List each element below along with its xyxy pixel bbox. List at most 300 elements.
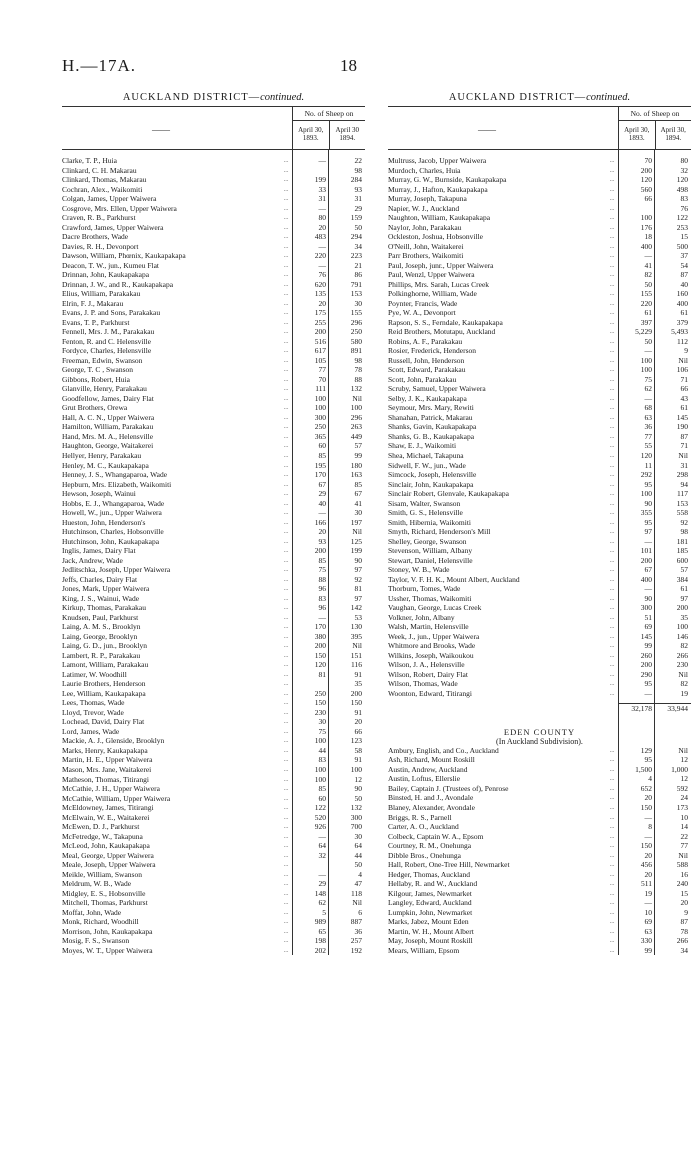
sheep-1893: 198 [314, 936, 326, 946]
owner-name: Henley, M. C., Kaukapakapa [62, 460, 149, 470]
owner-name: Dacre Brothers, Wade [62, 232, 129, 242]
table-row: Moyes, W. T., Upper Waiwera ... 202 192 [62, 946, 365, 956]
owner-name: Mackie, A. J., Glenside, Brooklyn [62, 736, 165, 746]
sheep-1894: 100 [350, 403, 362, 413]
table-row: McLeod, John, Kaukapakapa ... 64 64 [62, 841, 365, 851]
sheep-1894: 71 [680, 441, 688, 451]
section-title-suffix: continued. [260, 92, 305, 103]
owner-name: Scott, Edward, Parakakau [388, 365, 466, 375]
table-row: Davies, R. H., Devonport ... — 34 [62, 242, 365, 252]
sheep-1894: 35 [354, 679, 362, 689]
sheep-1893: — [318, 241, 326, 251]
sheep-1894: 57 [354, 441, 362, 451]
sheep-1894: 891 [350, 346, 362, 356]
owner-name: Clinkard, Thomas, Makarau [62, 175, 147, 185]
sheep-1894: 296 [350, 412, 362, 422]
sheep-1894: 77 [680, 841, 688, 851]
owner-name: Scruby, Samuel, Upper Waiwera [388, 384, 486, 394]
owner-name: Goodfellow, James, Dairy Flat [62, 393, 154, 403]
owner-name: Ussher, Thomas, Waikomiti [388, 593, 472, 603]
sheep-1894: 67 [354, 489, 362, 499]
sheep-1894: Nil [678, 745, 688, 755]
sheep-1893: 150 [640, 803, 652, 812]
sheep-1894: 90 [354, 784, 362, 794]
owner-name: Smith, G. S., Helensville [388, 508, 463, 518]
sheep-1893: 122 [314, 803, 326, 813]
sheep-1894: 580 [350, 336, 362, 346]
table-row: Stevenson, William, Albany ... 101 185 [388, 546, 691, 556]
sheep-1893: 129 [640, 745, 652, 755]
sheep-1894: 22 [354, 156, 362, 165]
sheep-1894: 87 [680, 917, 688, 927]
owner-name: Elius, William, Parakakau [62, 289, 141, 299]
owner-name: Rapson, S. S., Ferndale, Kaukapakapa [388, 317, 503, 327]
sheep-1894: 5,493 [671, 327, 688, 337]
table-row: Hewson, Joseph, Wainui ... 29 67 [62, 489, 365, 499]
sheep-1893: 29 [318, 879, 326, 889]
table-row: Inglis, James, Dairy Flat ... 200 199 [62, 546, 365, 556]
table-row: Meikle, William, Swanson ... — 4 [62, 870, 365, 880]
owner-name: Marks, Jabez, Mount Eden [388, 917, 469, 927]
sheep-1893: 20 [644, 869, 652, 879]
owner-name: Dawson, William, Phœnix, Kaukapakapa [62, 251, 186, 261]
sheep-1894: 151 [350, 650, 362, 660]
table-row: Martin, H. E., Upper Waiwera ... 83 91 [62, 755, 365, 765]
sheep-1894: 558 [676, 508, 688, 518]
sheep-1893: 100 [640, 213, 652, 223]
sheep-1894: 20 [354, 717, 362, 727]
sheep-1894: 132 [350, 803, 362, 813]
table-row: McElwain, W. E., Waitakerei ... 520 300 [62, 813, 365, 823]
sheep-1893: 166 [314, 517, 326, 527]
table-row: Craven, R. B., Parkhurst ... 80 159 [62, 213, 365, 223]
sheep-1894: 88 [354, 374, 362, 384]
sheep-1894: 32 [680, 165, 688, 175]
sheep-1894: Nil [352, 527, 362, 537]
table-row: Elrin, F. J., Makarau ... 20 30 [62, 299, 365, 309]
owner-name: Clarke, T. P., Huia [62, 156, 117, 165]
table-row: Moffat, John, Wade ... 5 6 [62, 908, 365, 918]
sheep-1893: 69 [644, 622, 652, 632]
sheep-1894: 125 [350, 536, 362, 546]
sheep-1893: 120 [640, 175, 652, 185]
owner-name: Hand, Mrs. M. A., Helensville [62, 431, 154, 441]
owner-name: Freeman, Edwin, Swanson [62, 355, 143, 365]
sheep-1893: 1,500 [635, 764, 652, 774]
table-row: McCathie, J. H., Upper Waiwera ... 85 90 [62, 784, 365, 794]
sheep-1893: 62 [644, 384, 652, 394]
owner-name: O'Neill, John, Waitakerei [388, 241, 464, 251]
table-row: Walsh, Martin, Helensville ... 69 100 [388, 622, 691, 632]
col-1894-header: April 30, 1894. [660, 126, 686, 142]
table-row: Laing, George, Brooklyn ... 380 395 [62, 632, 365, 642]
owner-name: Wilkins, Joseph, Waikoukou [388, 650, 474, 660]
owner-name: Lumpkin, John, Newmarket [388, 907, 473, 917]
table-row: Shanks, Gavin, Kaukapakapa ... 36 190 [388, 422, 691, 432]
sheep-1893: 30 [318, 717, 326, 727]
owner-name: Carter, A. O., Auckland [388, 822, 459, 832]
sheep-1894: 116 [351, 660, 362, 670]
sheep-count-group-label: No. of Sheep on [293, 107, 365, 121]
table-row: Scruby, Samuel, Upper Waiwera ... 62 66 [388, 384, 691, 394]
sheep-1893: 20 [318, 298, 326, 308]
owner-name: Fenton, R. and C. Helensville [62, 336, 151, 346]
owner-name: Ambury, English, and Co., Auckland [388, 745, 499, 755]
sheep-1894: 85 [354, 479, 362, 489]
owner-name: George, T. C , Swanson [62, 365, 134, 375]
table-row: Thorburn, Tomes, Wade ... — 61 [388, 584, 691, 594]
sheep-1894: 97 [354, 565, 362, 575]
sheep-1894: 106 [676, 365, 688, 375]
sheep-1893: 36 [644, 422, 652, 432]
sheep-1894: 9 [684, 907, 688, 917]
sheep-1894: 150 [350, 698, 362, 708]
sheep-1894: 294 [350, 232, 362, 242]
table-row: Ambury, English, and Co., Auckland ... 129 Nil [388, 746, 691, 756]
owner-name: Evans, T. P., Parkhurst [62, 317, 130, 327]
sheep-1893: 150 [314, 698, 326, 708]
owner-name: Lambert, R. P., Parakakau [62, 650, 141, 660]
sheep-1893 [293, 860, 329, 870]
owner-name: Drinnan, John, Kaukapakapa [62, 270, 150, 280]
sheep-1894: 44 [354, 850, 362, 860]
owner-name: Colgan, James, Upper Waiwera [62, 194, 157, 204]
sheep-1893: 200 [314, 641, 326, 651]
sheep-1894: 37 [680, 251, 688, 261]
owner-name: Naylor, John, Parakakau [388, 222, 462, 232]
table-row: Pye, W. A., Devonport ... 61 61 [388, 308, 691, 318]
sheep-1893: 75 [318, 726, 326, 736]
owner-name: May, Joseph, Mount Roskill [388, 936, 473, 946]
owner-name: Fennell, Mrs. J. M., Parakakau [62, 327, 155, 337]
sheep-1893: 511 [641, 879, 652, 889]
owner-name: Ash, Richard, Mount Roskill [388, 755, 475, 765]
sheep-1894: 43 [680, 393, 688, 403]
sheep-1894: 130 [350, 622, 362, 632]
sheep-1893: 617 [314, 346, 326, 356]
sheep-1893: — [644, 831, 652, 841]
table-row: Paul, Wenzl, Upper Waiwera ... 82 87 [388, 270, 691, 280]
table-row: Cosgrove, Mrs. Ellen, Upper Waiwera ... — 29 [62, 204, 365, 214]
sheep-1893: 20 [644, 850, 652, 860]
sheep-1893: 5,229 [635, 327, 652, 337]
owner-name: Murray, J., Hafton, Kaukapakapa [388, 184, 488, 194]
sheep-1894: 58 [354, 745, 362, 755]
owner-name: Laing, George, Brooklyn [62, 631, 138, 641]
sheep-1893: 200 [640, 165, 652, 175]
sheep-1893: 96 [318, 584, 326, 594]
table-row: Hall, A. C. N., Upper Waiwera ... 300 296 [62, 413, 365, 423]
sheep-1894: 29 [354, 203, 362, 213]
sheep-1893: 69 [644, 917, 652, 927]
table-row: Mitchell, Thomas, Parkhurst ... 62 Nil [62, 898, 365, 908]
sheep-1893: 170 [314, 622, 326, 632]
owner-name: Ockleston, Joshua, Hobsonville [388, 232, 483, 242]
owner-name: Stewart, Daniel, Helensville [388, 555, 473, 565]
sheep-1893: 560 [640, 184, 652, 194]
table-row: Howell, W., jun., Upper Waiwera ... — 30 [62, 508, 365, 518]
table-row: Hueston, John, Henderson's ... 166 197 [62, 518, 365, 528]
sheep-1893: 120 [314, 660, 326, 670]
table-row: Hedger, Thomas, Auckland ... 20 16 [388, 870, 691, 880]
table-row: Shelley, George, Swanson ... — 181 [388, 537, 691, 547]
owner-name: Deacon, T. W., jun., Kumeu Flat [62, 260, 160, 270]
sheep-1894: 50 [354, 222, 362, 232]
sheep-1894: 266 [676, 650, 688, 660]
owner-name: Laurie Brothers, Henderson [62, 679, 146, 689]
owner-name: Cochran, Alex., Waikomiti [62, 184, 143, 194]
table-row: Fordyce, Charles, Helensville ... 617 891 [62, 346, 365, 356]
table-row: Henley, M. C., Kaukapakapa ... 195 180 [62, 461, 365, 471]
owner-name: Pye, W. A., Devonport [388, 308, 456, 318]
sheep-1894: 93 [354, 184, 362, 194]
table-row: Ash, Richard, Mount Roskill ... 95 12 [388, 755, 691, 765]
owner-name: Laing, A. M. S., Brooklyn [62, 622, 141, 632]
sheep-1894: 100 [676, 622, 688, 632]
sheep-1894: 700 [350, 822, 362, 832]
table-row: Murray, Joseph, Takapuna ... 66 83 [388, 194, 691, 204]
sheep-1893: 41 [644, 260, 652, 270]
sheep-1894: 21 [354, 260, 362, 270]
owner-name [388, 703, 605, 713]
sheep-1893: 145 [640, 631, 652, 641]
sheep-1894: 66 [680, 384, 688, 394]
table-row: Smith, Hibernia, Waikomiti ... 95 92 [388, 518, 691, 528]
sheep-1894: 298 [676, 470, 688, 480]
table-row: McFetredge, W., Takapuna ... — 30 [62, 832, 365, 842]
table-row: Murray, G. W., Burnside, Kaukapakapa ... 120 120 [388, 175, 691, 185]
owner-name: McEwen, D. J., Parkhurst [62, 822, 140, 832]
table-row: Lamont, William, Parakakau ... 120 116 [62, 660, 365, 670]
sheep-1893: 483 [314, 232, 326, 242]
owner-name: Sisam, Walter, Swanson [388, 498, 461, 508]
owner-name: Sinclair, John, Kaukapakapa [388, 479, 474, 489]
table-row: Mears, William, Epsom ... 99 34 [388, 946, 691, 956]
sheep-1893: 10 [644, 907, 652, 917]
owner-name: Smith, Hibernia, Waikomiti [388, 517, 472, 527]
owner-name: Meldrum, W. B., Wade [62, 879, 132, 889]
sheep-1893: 50 [644, 336, 652, 346]
owner-name: Seymour, Mrs. Mary, Rewiti [388, 403, 474, 413]
owner-name: Stoney, W. B., Wade [388, 565, 450, 575]
sheep-1893: 66 [644, 194, 652, 204]
owner-name: Paul, Joseph, junr., Upper Waiwera [388, 260, 494, 270]
sheep-1893: 99 [644, 641, 652, 651]
sheep-1893: 32,178 [619, 703, 655, 713]
sheep-1894: 30 [354, 508, 362, 518]
section-title-main: AUCKLAND DISTRICT— [122, 92, 261, 103]
table-row: Taylor, V. F. H. K., Mount Albert, Auckland ... 400 384 [388, 575, 691, 585]
sheep-1894: 199 [350, 546, 362, 556]
table-row: Mason, Mrs. Jane, Waitakerei ... 100 100 [62, 765, 365, 775]
sheep-1894: 257 [350, 936, 362, 946]
sheep-1893: 199 [314, 175, 326, 185]
sheep-1893: 90 [644, 498, 652, 508]
table-row: Lumpkin, John, Newmarket ... 10 9 [388, 908, 691, 918]
owner-name: Simcock, Joseph, Helensville [388, 470, 477, 480]
sheep-1894: 91 [354, 755, 362, 765]
owner-name: Lee, William, Kaukapakapa [62, 688, 146, 698]
table-row: Parr Brothers, Waikomiti ... — 37 [388, 251, 691, 261]
sheep-1893: 170 [314, 470, 326, 480]
sheep-1893: 100 [314, 774, 326, 784]
table-row: Napier, W. J., Auckland ... 76 [388, 204, 691, 214]
owner-name: Blaney, Alexander, Avondale [388, 803, 475, 812]
sheep-1894: 159 [350, 213, 362, 223]
sheep-1893: 100 [640, 355, 652, 365]
sheep-1893: 11 [644, 460, 652, 470]
sheep-1894: 153 [676, 498, 688, 508]
owner-name: Sidwell, F. W., jun., Wade [388, 460, 466, 470]
owner-name: Selby, J. K., Kaukapakapa [388, 393, 467, 403]
table-row: Bailey, Captain J. (Trustees of), Penrose ... 652 592 [388, 784, 691, 794]
eden-county-title: EDEN COUNTY [503, 726, 576, 737]
sheep-1894: 98 [354, 165, 362, 175]
sheep-1894: 181 [676, 536, 688, 546]
total-row [388, 703, 691, 713]
owner-name: Martin, W. H., Mount Albert [388, 926, 474, 936]
sheep-1894: 266 [676, 936, 688, 946]
owner-name: Evans, J. P. and Sons, Parakakau [62, 308, 161, 318]
sheep-1893: 33 [318, 184, 326, 194]
sheep-1894: 142 [350, 603, 362, 613]
sheep-1893: 95 [644, 517, 652, 527]
sheep-1894: 400 [676, 298, 688, 308]
table-row: Austin, Loftus, Ellerslie ... 4 12 [388, 774, 691, 784]
sheep-1893: 148 [314, 888, 326, 898]
owner-name: Mitchell, Thomas, Parkhurst [62, 898, 148, 908]
table-row: Meale, Joseph, Upper Waiwera ... 50 [62, 860, 365, 870]
owner-name: Whitmore and Brooks, Wade [388, 641, 476, 651]
sheep-1894: 240 [676, 879, 688, 889]
owner-name: Hewson, Joseph, Wainui [62, 489, 136, 499]
sheep-1893: 200 [314, 327, 326, 337]
sheep-count-header [292, 107, 365, 149]
sheep-1893: 75 [644, 374, 652, 384]
sheep-1893: — [644, 812, 652, 822]
sheep-1893: 100 [314, 765, 326, 774]
table-row: Hall, Robert, One-Tree Hill, Newmarket ... 456 588 [388, 860, 691, 870]
sheep-1893: 83 [318, 755, 326, 765]
sheep-1894: 86 [354, 270, 362, 280]
sheep-1893: 93 [318, 536, 326, 546]
sheep-1893: 76 [318, 270, 326, 280]
sheep-1894: 250 [350, 327, 362, 337]
table-body [388, 150, 691, 955]
owner-name: Rosier, Frederick, Henderson [388, 346, 477, 356]
table-row: Scott, Edward, Parakakau ... 100 106 [388, 365, 691, 375]
sheep-1894: 118 [351, 888, 362, 898]
table-row: Wilson, Robert, Dairy Flat ... 290 Nil [388, 670, 691, 680]
sheep-1893: 120 [640, 450, 652, 460]
owner-name: Elrin, F. J., Makarau [62, 298, 124, 308]
table-row: Matheson, Thomas, Titirangi ... 100 12 [62, 775, 365, 785]
sheep-1894: 253 [676, 222, 688, 232]
table-row: Shaw, E. J., Waikomiti ... 55 71 [388, 441, 691, 451]
sheep-1893: 380 [314, 631, 326, 641]
owner-name: Gibbons, Robert, Huia [62, 374, 130, 384]
table-row: Clarke, T. P., Huia ... — 22 [62, 156, 365, 166]
sheep-1894: 132 [350, 384, 362, 394]
sheep-1893: 32 [318, 850, 326, 860]
table-row: Hepburn, Mrs. Elizabeth, Waikomiti ... 67 85 [62, 480, 365, 490]
sheep-1894: 22 [680, 831, 688, 841]
sheep-1893: — [318, 831, 326, 841]
table-row: Volkner, John, Albany ... 51 35 [388, 613, 691, 623]
owner-name: Week, J., jun., Upper Waiwera [388, 631, 480, 641]
sheep-1893: 70 [318, 374, 326, 384]
table-row: Colgan, James, Upper Waiwera ... 31 31 [62, 194, 365, 204]
sheep-1894: 78 [680, 926, 688, 936]
sheep-1893: 67 [318, 479, 326, 489]
owner-name: Binsted, H. and J., Avondale [388, 793, 474, 803]
table-row: McEwen, D. J., Parkhurst ... 926 700 [62, 822, 365, 832]
sheep-1894: 33,944 [655, 703, 691, 713]
owner-name: Austin, Loftus, Ellerslie [388, 774, 461, 784]
table-row: Kilgour, James, Newmarket ... 19 15 [388, 889, 691, 899]
sheep-1893: 300 [640, 603, 652, 613]
owner-name: Hedger, Thomas, Auckland [388, 869, 471, 879]
owner-name: Jack, Andrew, Wade [62, 555, 123, 565]
owner-name: Hall, Robert, One-Tree Hill, Newmarket [388, 860, 510, 870]
sheep-1893: 4 [648, 774, 652, 784]
owner-name: King, J. S., Wainui, Wade [62, 593, 140, 603]
sheep-1894: 83 [680, 194, 688, 204]
table-row: Russell, John, Henderson ... 100 Nil [388, 356, 691, 366]
sheep-1894: 15 [680, 232, 688, 242]
table-row: Lees, Thomas, Wade ... 150 150 [62, 698, 365, 708]
owner-name: Meale, Joseph, Upper Waiwera [62, 860, 156, 870]
sheep-1894: 588 [676, 860, 688, 870]
sheep-1894: 30 [354, 298, 362, 308]
owner-name: Hellyer, Henry, Parakakau [62, 450, 142, 460]
sheep-1894: 81 [354, 584, 362, 594]
table-body [62, 150, 365, 955]
sheep-1893: 77 [644, 431, 652, 441]
sheep-1894: 791 [350, 279, 362, 289]
table-row: Midgley, E. S., Hobsonville ... 148 118 [62, 889, 365, 899]
sheep-1893: 20 [318, 527, 326, 537]
owner-name: Lochead, David, Dairy Flat [62, 717, 145, 727]
owner-name: Lamont, William, Parakakau [62, 660, 149, 670]
sheep-1894: 122 [676, 213, 688, 223]
table-row: Evans, T. P., Parkhurst ... 255 296 [62, 318, 365, 328]
sheep-1893: 67 [644, 565, 652, 575]
sheep-1893: 220 [314, 251, 326, 261]
owner-name: Crawford, James, Upper Waiwera [62, 222, 164, 232]
sheep-1893: 97 [644, 527, 652, 537]
sheep-1894: 30 [354, 831, 362, 841]
table-row: Clinkard, Thomas, Makarau ... 199 284 [62, 175, 365, 185]
section-title-main: AUCKLAND DISTRICT— [448, 92, 587, 103]
sheep-1894: Nil [352, 393, 362, 403]
owner-name: Smyth, Richard, Henderson's Mill [388, 527, 491, 537]
sheep-1893: 200 [640, 660, 652, 670]
table-row: Laurie Brothers, Henderson ... 35 [62, 679, 365, 689]
table-row: Jack, Andrew, Wade ... 85 90 [62, 556, 365, 566]
table-row: Hobbs, E. J., Whangaparoa, Wade ... 40 41 [62, 499, 365, 509]
table-row: Cochran, Alex., Waikomiti ... 33 93 [62, 185, 365, 195]
table-row: Freeman, Edwin, Swanson ... 105 98 [62, 356, 365, 366]
sheep-1894: 600 [676, 555, 688, 565]
sheep-1893: 652 [640, 783, 652, 793]
sheep-1894: Nil [678, 850, 688, 860]
sheep-1893: 96 [318, 603, 326, 613]
sheep-1893: 100 [640, 365, 652, 375]
owner-name: Haughton, George, Waitakerei [62, 441, 154, 451]
owner-name: McEldowney, James, Titirangi [62, 803, 154, 813]
owner-name: Shanahan, Patrick, Makarau [388, 412, 473, 422]
